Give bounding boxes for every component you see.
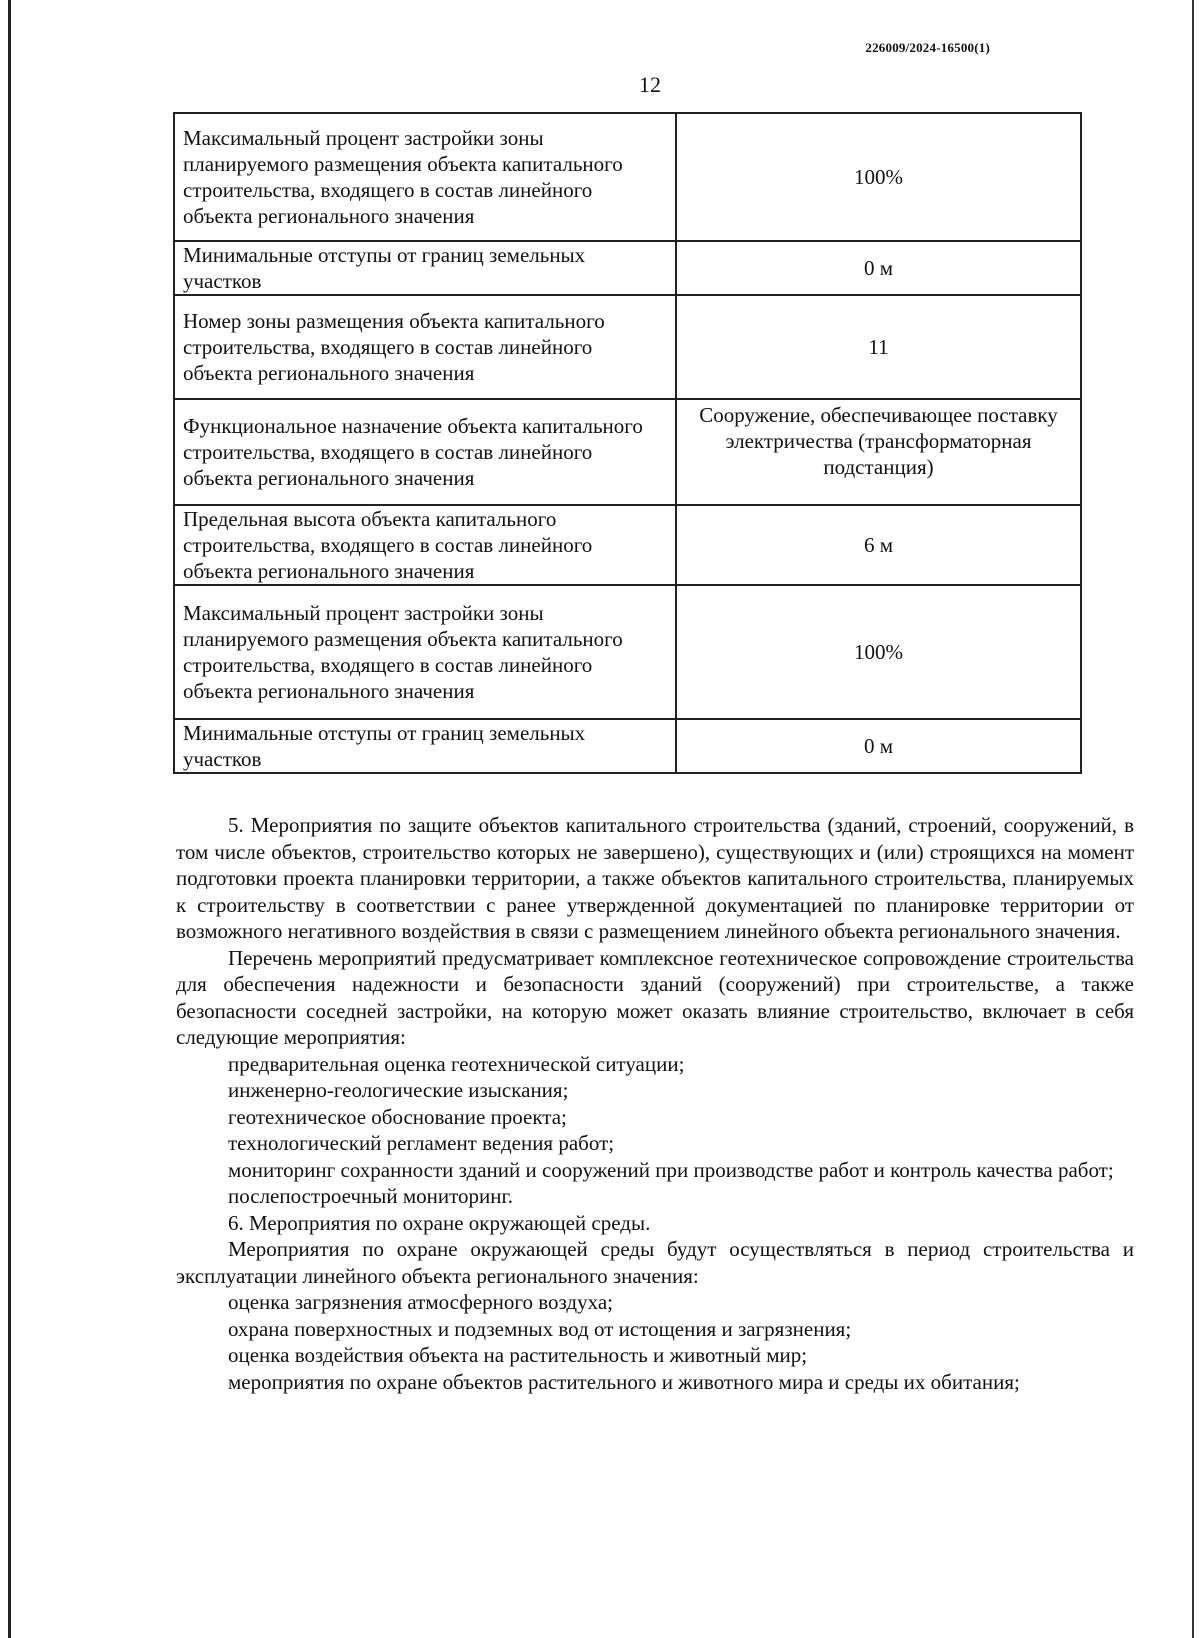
section-5-heading: 5. Мероприятия по защите объектов капитального строительства (зданий, строений, сооружений, в том числе объектов, строительство которых не завершено), существующих и (или) строящихся на момент подготовки проекта планировки территории, а также объектов капитального строительства, планируемых к строительству в соответствии с ранее утвержденной документацией по планировке территории от возможного негативного воздействия в связи с размещением линейного объекта регионального значения.: [176, 813, 1134, 943]
row-value: 100%: [676, 585, 1081, 719]
list-item: геотехническое обоснование проекта;: [228, 1104, 567, 1129]
row-label: Номер зоны размещения объекта капитального строительства, входящего в состав линейного объекта регионального значения: [174, 295, 676, 399]
scan-edge-right: [1192, 0, 1194, 1638]
row-label: Функциональное назначение объекта капитального строительства, входящего в состав линейного объекта регионального значения: [174, 399, 676, 505]
row-label: Минимальные отступы от границ земельных участков: [174, 241, 676, 295]
table-row: [174, 295, 1081, 399]
table-row: [174, 113, 1081, 241]
table-row: [174, 505, 1081, 585]
table-row: [174, 399, 1081, 505]
paragraph: Мероприятия по охране окружающей среды будут осуществляться в период строительства и эксплуатации линейного объекта регионального значения:: [176, 1237, 1134, 1288]
row-label: Минимальные отступы от границ земельных участков: [174, 719, 676, 773]
row-label: Максимальный процент застройки зоны планируемого размещения объекта капитального строительства, входящего в состав линейного объекта регионального значения: [174, 113, 676, 241]
list-item: оценка загрязнения атмосферного воздуха;: [228, 1290, 613, 1314]
list-item: оценка воздействия объекта на растительность и животный мир;: [228, 1343, 808, 1367]
parameters-table: [173, 112, 1082, 774]
row-value: 6 м: [676, 505, 1081, 585]
list-item: мероприятия по охране объектов растительного и животного мира и среды их обитания;: [228, 1369, 1020, 1394]
row-value: 0 м: [676, 241, 1081, 295]
table-row: [174, 241, 1081, 295]
list-item: инженерно-геологические изыскания;: [228, 1078, 569, 1102]
scan-edge-left: [8, 0, 11, 1638]
table-row: [174, 719, 1081, 773]
page-number: 12: [639, 72, 661, 97]
list-item: предварительная оценка геотехнической ситуации;: [228, 1051, 685, 1076]
list-item: послепостроечный мониторинг.: [228, 1184, 513, 1208]
row-value: 0 м: [676, 719, 1081, 773]
section-6-heading: 6. Мероприятия по охране окружающей среды.: [228, 1210, 651, 1235]
list-item: технологический регламент ведения работ;: [228, 1131, 615, 1155]
list-item: мониторинг сохранности зданий и сооружений при производстве работ и контроль качества работ;: [228, 1157, 1114, 1182]
row-label: Предельная высота объекта капитального строительства, входящего в состав линейного объекта регионального значения: [174, 505, 676, 585]
row-label: Максимальный процент застройки зоны планируемого размещения объекта капитального строительства, входящего в состав линейного объекта регионального значения: [174, 585, 676, 719]
table-row: [174, 585, 1081, 719]
document-body: [176, 812, 1134, 1395]
list-item: охрана поверхностных и подземных вод от истощения и загрязнения;: [228, 1316, 852, 1341]
row-value: 11: [676, 295, 1081, 399]
paragraph: Перечень мероприятий предусматривает комплексное геотехническое сопровождение строительства для обеспечения надежности и безопасности зданий (сооружений) при строительстве, а также безопасности соседней застройки, на которую может оказать влияние строительство, включает в себя следующие мероприятия:: [176, 945, 1134, 1049]
document-number: 226009/2024-16500(1): [865, 40, 990, 55]
row-value: Сооружение, обеспечивающее поставку электричества (трансформаторная подстанция): [676, 399, 1081, 505]
row-value: 100%: [676, 113, 1081, 241]
